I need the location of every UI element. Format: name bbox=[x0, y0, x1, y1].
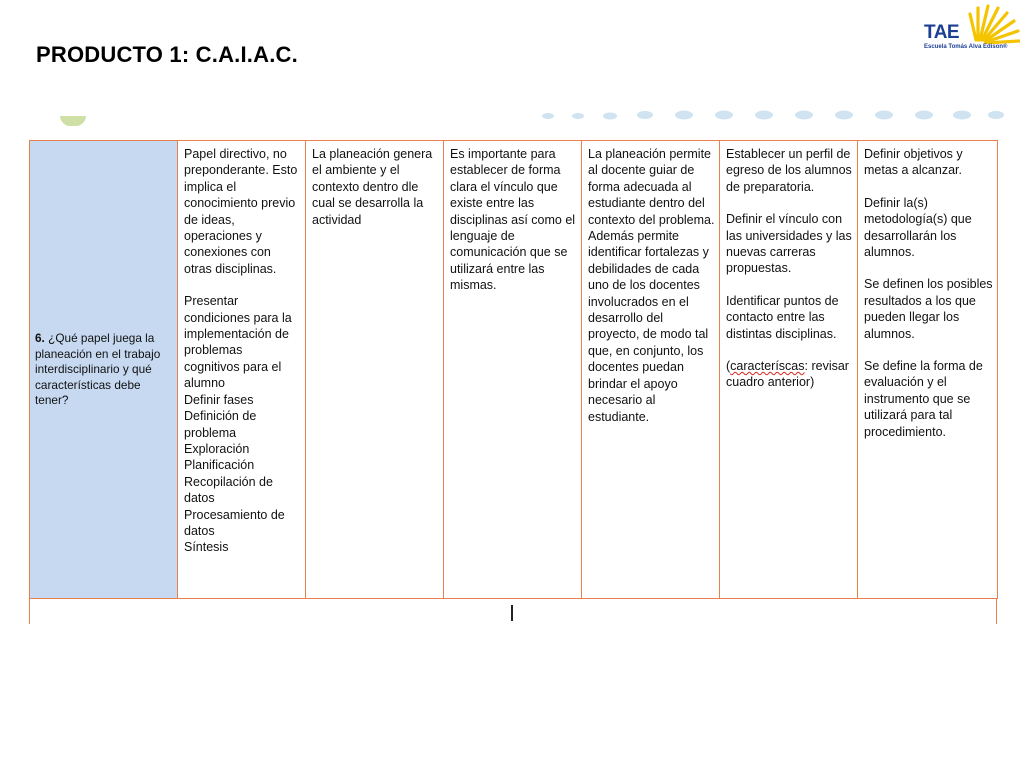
answer-6-paragraph-4: Se define la forma de evaluación y el instrumento que se utilizará para tal procedimiento. bbox=[864, 359, 983, 439]
answer-5-paragraph-2: Definir el vínculo con las universidades y las nuevas carreras propuestas. bbox=[726, 212, 852, 276]
answer-cell-2 bbox=[306, 141, 444, 599]
sun-rays-icon bbox=[964, 4, 1020, 44]
decorative-dots bbox=[0, 96, 1024, 126]
answer-1-paragraph-2: Presentar condiciones para la implementación de problemas cognitivos para el alumno bbox=[184, 294, 292, 391]
list-item: Definir fases bbox=[184, 392, 254, 407]
question-cell bbox=[30, 141, 178, 599]
answer-cell-5 bbox=[720, 141, 858, 599]
answer-6-paragraph-2: Definir la(s) metodología(s) que desarrollarán los alumnos. bbox=[864, 195, 972, 260]
list-item: Planificación bbox=[184, 458, 255, 473]
list-item: Definición de problema bbox=[184, 409, 257, 440]
question-text: ¿Qué papel juega la planeación en el trabajo interdisciplinario y qué características debe tener? bbox=[35, 331, 161, 408]
school-logo bbox=[924, 4, 1020, 52]
answer-5-paragraph-1: Establecer un perfil de egreso de los alumnos de preparatoria. bbox=[726, 147, 852, 194]
logo-wordmark: TAE bbox=[924, 22, 960, 43]
answer-cell-3 bbox=[444, 141, 582, 599]
answer-5-paragraph-4: (caracteríscas: revisar cuadro anterior) bbox=[726, 359, 849, 390]
answer-cell-4 bbox=[582, 141, 720, 599]
question-number: 6. bbox=[35, 331, 45, 346]
answer-5-paragraph-3: Identificar puntos de contacto entre las distintas disciplinas. bbox=[726, 293, 839, 341]
answer-2-paragraph-1: La planeación genera el ambiente y el contexto dentro dle cual se desarrolla la actividad bbox=[312, 147, 433, 227]
logo-subtext: Escuela Tomás Alva Edison® bbox=[924, 44, 1008, 50]
answer-6-paragraph-3: Se definen los posibles resultados a los que pueden llegar los alumnos. bbox=[864, 277, 993, 341]
answer-cell-1 bbox=[178, 141, 306, 599]
slide-title: PRODUCTO 1: C.A.I.A.C. bbox=[36, 42, 298, 67]
answer-4-paragraph-1: La planeación permite al docente guiar de forma adecuada al estudiante dentro del contexto del problema. Además permite identificar fortalezas y debilidades de cada uno de los docentes involucrados en el desarrollo del proyecto, de modo tal que, en conjunto, los docentes puedan brindar el apoyo necesario al estudiante. bbox=[588, 147, 715, 424]
answer-1-paragraph-1: Papel directivo, no preponderante. Esto implica el conocimiento previo de ideas, operaciones y conexiones con otras disciplinas. bbox=[184, 147, 298, 276]
answer-cell-6 bbox=[858, 141, 998, 599]
spellcheck-flagged-word: caracteríscas bbox=[730, 359, 805, 374]
table-next-row bbox=[29, 598, 997, 624]
list-item: Exploración bbox=[184, 441, 250, 456]
list-item: Síntesis bbox=[184, 540, 229, 555]
list-item: Recopilación de datos bbox=[184, 474, 273, 506]
answer-6-paragraph-1: Definir objetivos y metas a alcanzar. bbox=[864, 147, 963, 178]
table-row bbox=[30, 141, 998, 599]
list-item: Procesamiento de datos bbox=[184, 507, 285, 538]
answer-3-paragraph-1: Es importante para establecer de forma clara el vínculo que existe entre las disciplinas así como el lenguaje de comunicación que se utilizará entre las mismas. bbox=[450, 147, 576, 293]
planning-table bbox=[29, 140, 998, 599]
text-cursor-mark bbox=[511, 605, 513, 621]
